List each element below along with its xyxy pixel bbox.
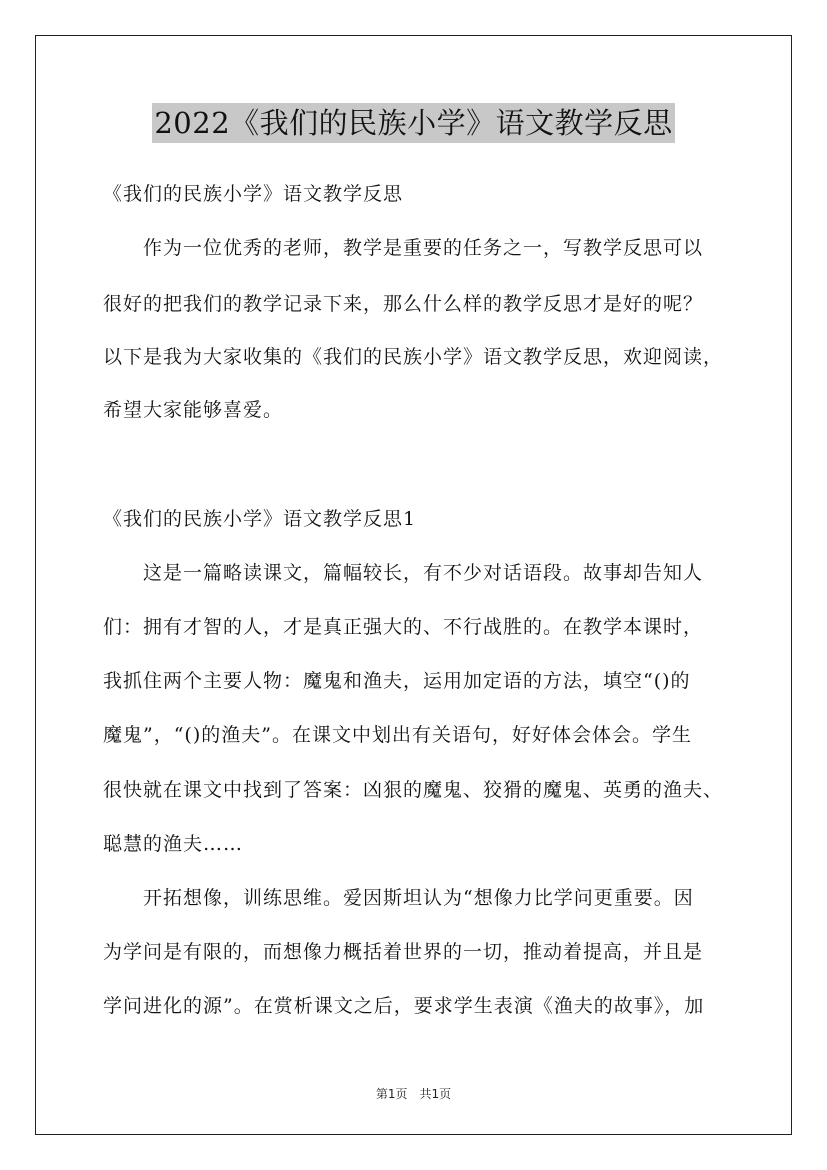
document-title: 2022《我们的民族小学》语文教学反思 bbox=[152, 103, 674, 143]
document-subtitle: 《我们的民族小学》语文教学反思 bbox=[103, 183, 404, 205]
para1-line: 们：拥有才智的人，才是真正强大的、不行战胜的。在教学本课时， bbox=[103, 616, 704, 638]
title-wrapper bbox=[0, 103, 827, 143]
intro-line: 很好的把我们的教学记录下来，那么什么样的教学反思才是好的呢？ bbox=[103, 293, 704, 315]
intro-line: 以下是我为大家收集的《我们的民族小学》语文教学反思，欢迎阅读， bbox=[103, 346, 724, 368]
para2-line: 学问进化的源”。在赏析课文之后，要求学生表演《渔夫的故事》，加 bbox=[103, 995, 705, 1017]
para2-line: 为学问是有限的，而想像力概括着世界的一切，推动着提高，并且是 bbox=[103, 941, 704, 963]
para1-line: 很快就在课文中找到了答案：凶狠的魔鬼、狡猾的魔鬼、英勇的渔夫、 bbox=[103, 779, 724, 801]
para1-line: 这是一篇略读课文，篇幅较长，有不少对话语段。故事却告知人 bbox=[143, 562, 704, 584]
section-heading: 《我们的民族小学》语文教学反思1 bbox=[103, 508, 417, 530]
intro-line: 作为一位优秀的老师，教学是重要的任务之一，写教学反思可以 bbox=[143, 237, 704, 259]
para1-line: 魔鬼”，“()的渔夫”。在课文中划出有关语句，好好体会体会。学生 bbox=[103, 724, 692, 746]
page-footer: 第1页 共1页 bbox=[375, 1087, 452, 1101]
para1-line: 聪慧的渔夫…… bbox=[103, 833, 244, 855]
para2-line: 开拓想像，训练思维。爱因斯坦认为“想像力比学问更重要。因 bbox=[143, 887, 694, 909]
intro-line: 希望大家能够喜爱。 bbox=[103, 399, 284, 421]
para1-line: 我抓住两个主要人物：魔鬼和渔夫，运用加定语的方法，填空“()的 bbox=[103, 670, 691, 692]
